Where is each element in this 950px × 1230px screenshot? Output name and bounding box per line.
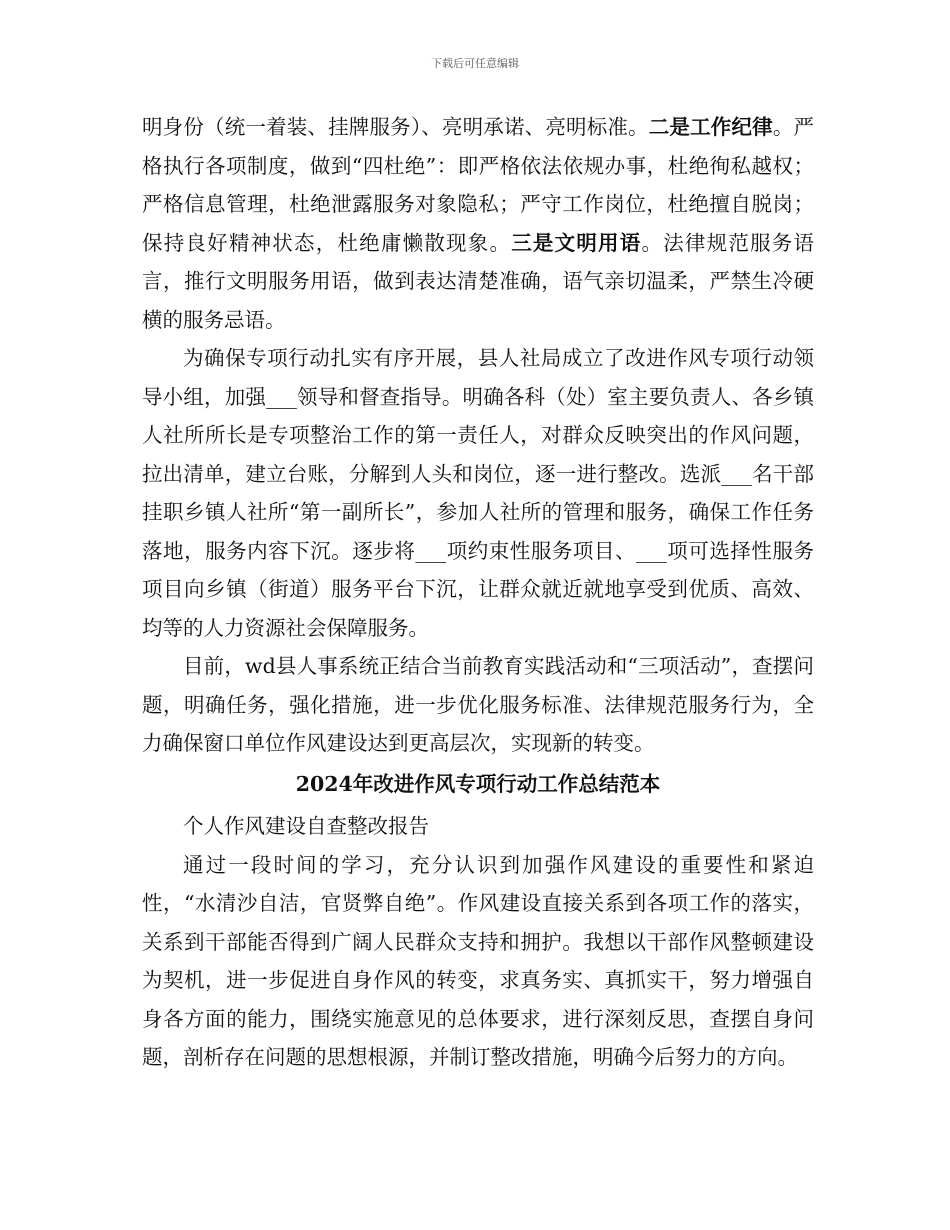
page-header: 下载后可任意编辑 — [431, 57, 519, 70]
document-body — [142, 108, 814, 1077]
bold-heading-work-discipline: 二是工作纪律 — [648, 115, 773, 139]
document-subtitle: 个人作风建设自查整改报告 — [183, 814, 429, 838]
paragraph-self-reflection: 通过一段时间的学习，充分认识到加强作风建设的重要性和紧迫性，“水清沙自洁，官贤弊自绝”。作风建设直接关系到各项工作的落实，关系到干部能否得到广阔人民群众支持和拥护。我想以干部作风整顿建设为契机，进一步促进自身作风的转变，求真务实、真抓实干，努力增强自身各方面的能力，围绕实施意见的总体要求，进行深刻反思，查摆自身问题，剖析存在问题的思想根源，并制订整改措施，明确今后努力的方向。 — [142, 852, 814, 1069]
bold-heading-civil-language: 三是文明用语 — [511, 230, 642, 255]
paragraph-work-standards — [142, 108, 814, 339]
text-segment: 。法律规范服务语言，推行文明服务用语，做到表达清楚准确，语气亲切温柔，严禁生冷硬横的服务忌语。 — [142, 230, 815, 332]
text-segment: 明身份（统一着装、挂牌服务）、亮明承诺、亮明标准。 — [142, 115, 649, 139]
text-segment: 。严格执行各项制度，做到“四杜绝”：即严格依法依规办事，杜绝徇私越权；严格信息管理，杜绝泄露服务对象隐私；严守工作岗位，杜绝擅自脱岗；保持良好精神状态，杜绝庸懒散现象。 — [142, 115, 815, 255]
document-title: 2024年改进作风专项行动工作总结范本 — [295, 771, 661, 796]
paragraph-leadership-group: 为确保专项行动扎实有序开展，县人社局成立了改进作风专项行动领导小组，加强___领导和督查指导。明确各科（处）室主要负责人、各乡镇人社所所长是专项整治工作的第一责任人，对群众反映突出的作风问题，拉出清单，建立台账，分解到人头和岗位，逐一进行整改。选派___名干部挂职乡镇人社所“第一副所长”，参加人社所的管理和服务，确保工作任务落地，服务内容下沉。逐步将___项约束性服务项目、___项可选择性服务项目向乡镇（街道）服务平台下沉，让群众就近就地享受到优质、高效、均等的人力资源社会保障服务。 — [142, 346, 814, 640]
paragraph-current-status: 目前，wd县人事系统正结合当前教育实践活动和“三项活动”，查摆问题，明确任务，强化措施，进一步优化服务标准、法律规范服务行为，全力确保窗口单位作风建设达到更高层次，实现新的转变。 — [142, 654, 814, 755]
